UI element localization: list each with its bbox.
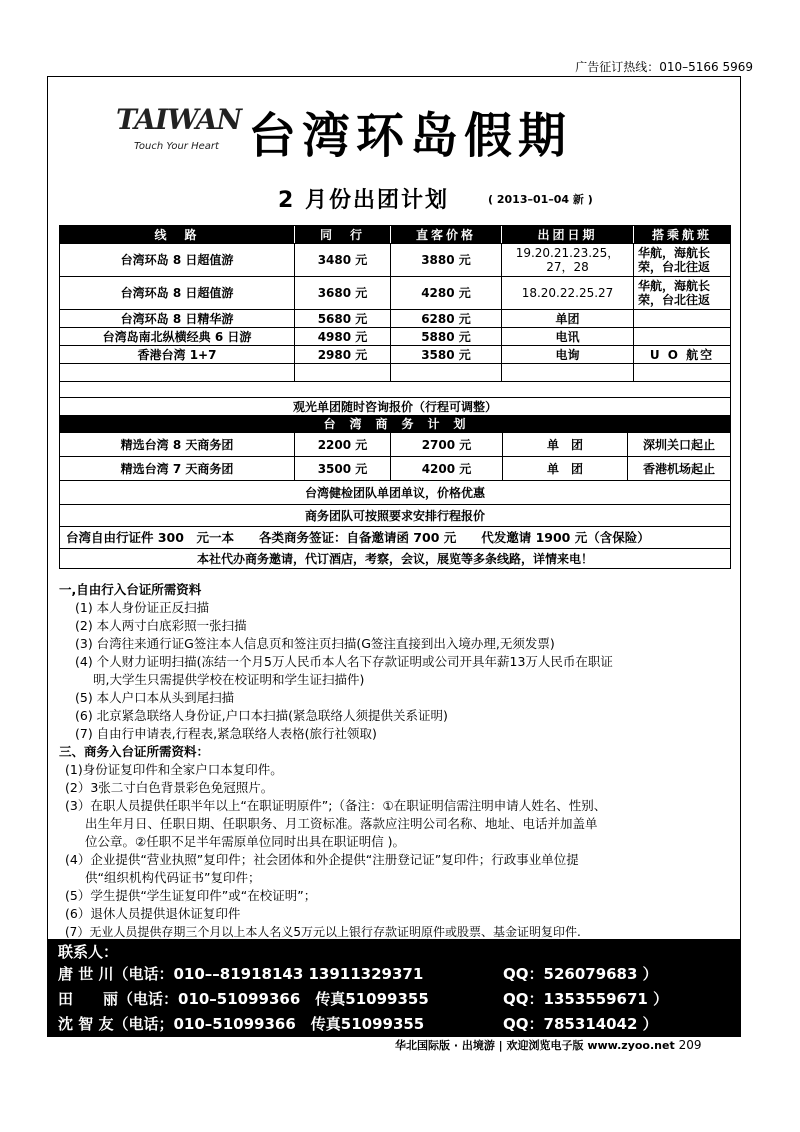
table-row [60, 310, 730, 328]
contacts-panel [48, 939, 740, 1037]
route-dates: 19.20.21.23.25，27，28 [502, 244, 634, 276]
contact-info: 田 丽（电话：010–51099366 传真51099355 [58, 990, 429, 1008]
route-name: 台湾岛南北纵横经典 6 日游 [60, 328, 295, 345]
table-row-empty [60, 364, 730, 382]
header-direct: 直客价格 [391, 226, 502, 243]
business-origin: 深圳关口起止 [642, 437, 715, 452]
route-dates: 电讯 [502, 328, 634, 345]
route-peer-price: 5680 元 [295, 310, 391, 327]
free-travel-title: 一,自由行入台证所需资料 [59, 582, 202, 597]
empty-cell [295, 364, 391, 381]
contact-row [58, 1013, 658, 1034]
table-row [60, 277, 730, 310]
visa-row [60, 527, 730, 549]
route-peer-price: 3680 元 [295, 277, 391, 309]
page-frame [47, 76, 741, 1037]
business-team-note: 商务团队可按照要求安排行程报价 [304, 508, 485, 523]
route-name: 台湾环岛 8 日精华游 [60, 310, 295, 327]
business-peer-price: 2200 元 [295, 433, 391, 456]
list-item: (3) 台湾往来通行证G签注本人信息页和签注页扫描(G签注直接到出入境办理,无须发票) [75, 636, 555, 651]
list-item: (7）无业人员提供存期三个月以上本人名义5万元以上银行存款证明原件或股票、基金证明复印件. [65, 925, 581, 939]
list-item: (7) 自由行申请表,行程表,紧急联络人表格(旅行社领取) [75, 726, 377, 741]
business-name: 精选台湾 8 天商务团 [60, 433, 295, 456]
table-row [60, 244, 730, 277]
services-note: 本社代办商务邀请，代订酒店，考察，会议，展览等多条线路，详情来电！ [196, 551, 593, 566]
contact-qq: QQ：1353559671 ） [503, 990, 669, 1008]
list-item: (1) 本人身份证正反扫描 [75, 600, 210, 615]
list-item: (2) 本人两寸白底彩照一张扫描 [75, 618, 247, 633]
route-name: 台湾环岛 8 日超值游 [60, 277, 295, 309]
business-direct-price: 4200 元 [391, 457, 503, 480]
list-item: (5）学生提供“学生证复印件”或“在校证明”； [65, 888, 317, 903]
table-row [60, 433, 730, 457]
empty-cell [634, 364, 730, 381]
business-origin: 香港机场起止 [642, 461, 715, 476]
business-name: 精选台湾 7 天商务团 [60, 457, 295, 480]
route-direct-price: 6280 元 [391, 310, 502, 327]
list-item: (1)身份证复印件和全家户口本复印件。 [65, 762, 283, 777]
list-item: (6）退休人员提供退休证复印件 [65, 906, 241, 921]
header-flight: 搭乘航班 [651, 227, 712, 242]
list-item: (2）3张二寸白色背景彩色免冠照片。 [65, 780, 274, 795]
page-number: 209 [678, 1038, 702, 1052]
route-direct-price: 3880 元 [391, 244, 502, 276]
list-item: (5) 本人户口本从头到尾扫描 [75, 690, 235, 705]
table-header [60, 226, 730, 244]
contact-info: 沈 智 友（电话；010–51099366 传真51099355 [58, 1015, 425, 1033]
route-flight [634, 310, 730, 327]
route-flight: 华航，海航长荣，台北往返 [638, 246, 711, 274]
header-dates: 出团日期 [502, 226, 634, 243]
header-peer: 同 行 [295, 226, 391, 243]
route-flight: U O 航空 [649, 347, 715, 362]
taiwan-logo [108, 91, 240, 161]
logo-tagline: Touch Your Heart [134, 141, 219, 152]
plan-date: ( 2013–01–04 新 ) [488, 193, 593, 206]
blank-row [60, 382, 730, 397]
page-footer [395, 1037, 701, 1053]
route-flight [634, 328, 730, 345]
route-name: 香港台湾 1+7 [60, 346, 295, 363]
business-type: 单 团 [503, 433, 628, 456]
route-peer-price: 4980 元 [295, 328, 391, 345]
single-group-note: 观光单团随时咨询报价（行程可调整） [292, 399, 497, 414]
list-item: (3）在职人员提供任职半年以上“在职证明原件”;（备注：①在职证明信需注明申请人姓名、性别、 [65, 798, 607, 813]
brand-title: 台湾环岛假期 [248, 108, 573, 164]
route-dates: 单团 [502, 310, 634, 327]
business-title-row [60, 416, 730, 433]
business-visa-title: 三、商务入台证所需资料： [59, 744, 210, 759]
list-item-continued: 明,大学生只需提供学校在校证明和学生证扫描件) [93, 672, 365, 687]
contacts-title: 联系人： [58, 943, 119, 961]
list-item-continued: 位公章。②任职不足半年需原单位同时出具在职证明信 )。 [85, 834, 406, 849]
footer-text: 华北国际版 · 出境游 | 欢迎浏览电子版 www.zyoo.net [395, 1039, 675, 1052]
route-name: 台湾环岛 8 日超值游 [60, 244, 295, 276]
logo-word: TAIWAN [116, 103, 242, 136]
route-peer-price: 2980 元 [295, 346, 391, 363]
table-row [60, 457, 730, 481]
route-flight: 华航，海航长荣，台北往返 [638, 279, 711, 307]
list-item: (4) 个人财力证明扫描(冻结一个月5万人民币本人名下存款证明或公司开具年薪13万人民币在职证 [75, 654, 613, 669]
single-group-note-row [60, 398, 730, 416]
contact-info: 唐 世 川（电话：010––81918143 13911329371 [58, 965, 424, 983]
empty-cell [391, 364, 502, 381]
list-item: (4）企业提供“营业执照”复印件；社会团体和外企提供“注册登记证”复印件；行政事业单位提 [65, 852, 579, 867]
plan-title: 2 月份出团计划 [278, 188, 449, 213]
list-item-continued: 供“组织机构代码证书”复印件； [85, 870, 261, 885]
route-peer-price: 3480 元 [295, 244, 391, 276]
business-peer-price: 3500 元 [295, 457, 391, 480]
health-check-note: 台湾健检团队单团单议，价格优惠 [304, 485, 485, 500]
requirements-section [59, 581, 739, 941]
business-plan-title: 台 湾 商 务 计 划 [323, 417, 467, 431]
empty-cell [502, 364, 634, 381]
visa-fees: 台湾自由行证件 300 元一本 各类商务签证：自备邀请函 700 元 代发邀请 1900 元（含保险） [66, 529, 650, 545]
tour-table [59, 225, 731, 569]
list-item: (6) 北京紧急联络人身份证,户口本扫描(紧急联络人须提供关系证明) [75, 708, 448, 723]
header-route: 线 路 [60, 226, 295, 243]
ad-hotline: 广告征订热线：010–5166 5969 [575, 60, 753, 74]
table-row [60, 346, 730, 364]
list-item-continued: 出生年月日、任职日期、任职职务、月工资标准。落款应注明公司名称、地址、电话并加盖单 [85, 816, 598, 831]
contact-qq: QQ：785314042 ） [503, 1015, 658, 1033]
contact-qq: QQ：526079683 ） [503, 965, 658, 983]
route-dates: 电询 [502, 346, 634, 363]
empty-cell [60, 364, 295, 381]
contact-row [58, 988, 669, 1009]
table-row [60, 328, 730, 346]
contact-row [58, 963, 658, 984]
health-note-row [60, 481, 730, 505]
business-type: 单 团 [503, 457, 628, 480]
services-row [60, 549, 730, 568]
route-dates: 18.20.22.25.27 [502, 277, 634, 309]
business-note-row [60, 505, 730, 527]
route-direct-price: 3580 元 [391, 346, 502, 363]
route-direct-price: 4280 元 [391, 277, 502, 309]
table-row-blank [60, 382, 730, 398]
business-direct-price: 2700 元 [391, 433, 503, 456]
route-direct-price: 5880 元 [391, 328, 502, 345]
